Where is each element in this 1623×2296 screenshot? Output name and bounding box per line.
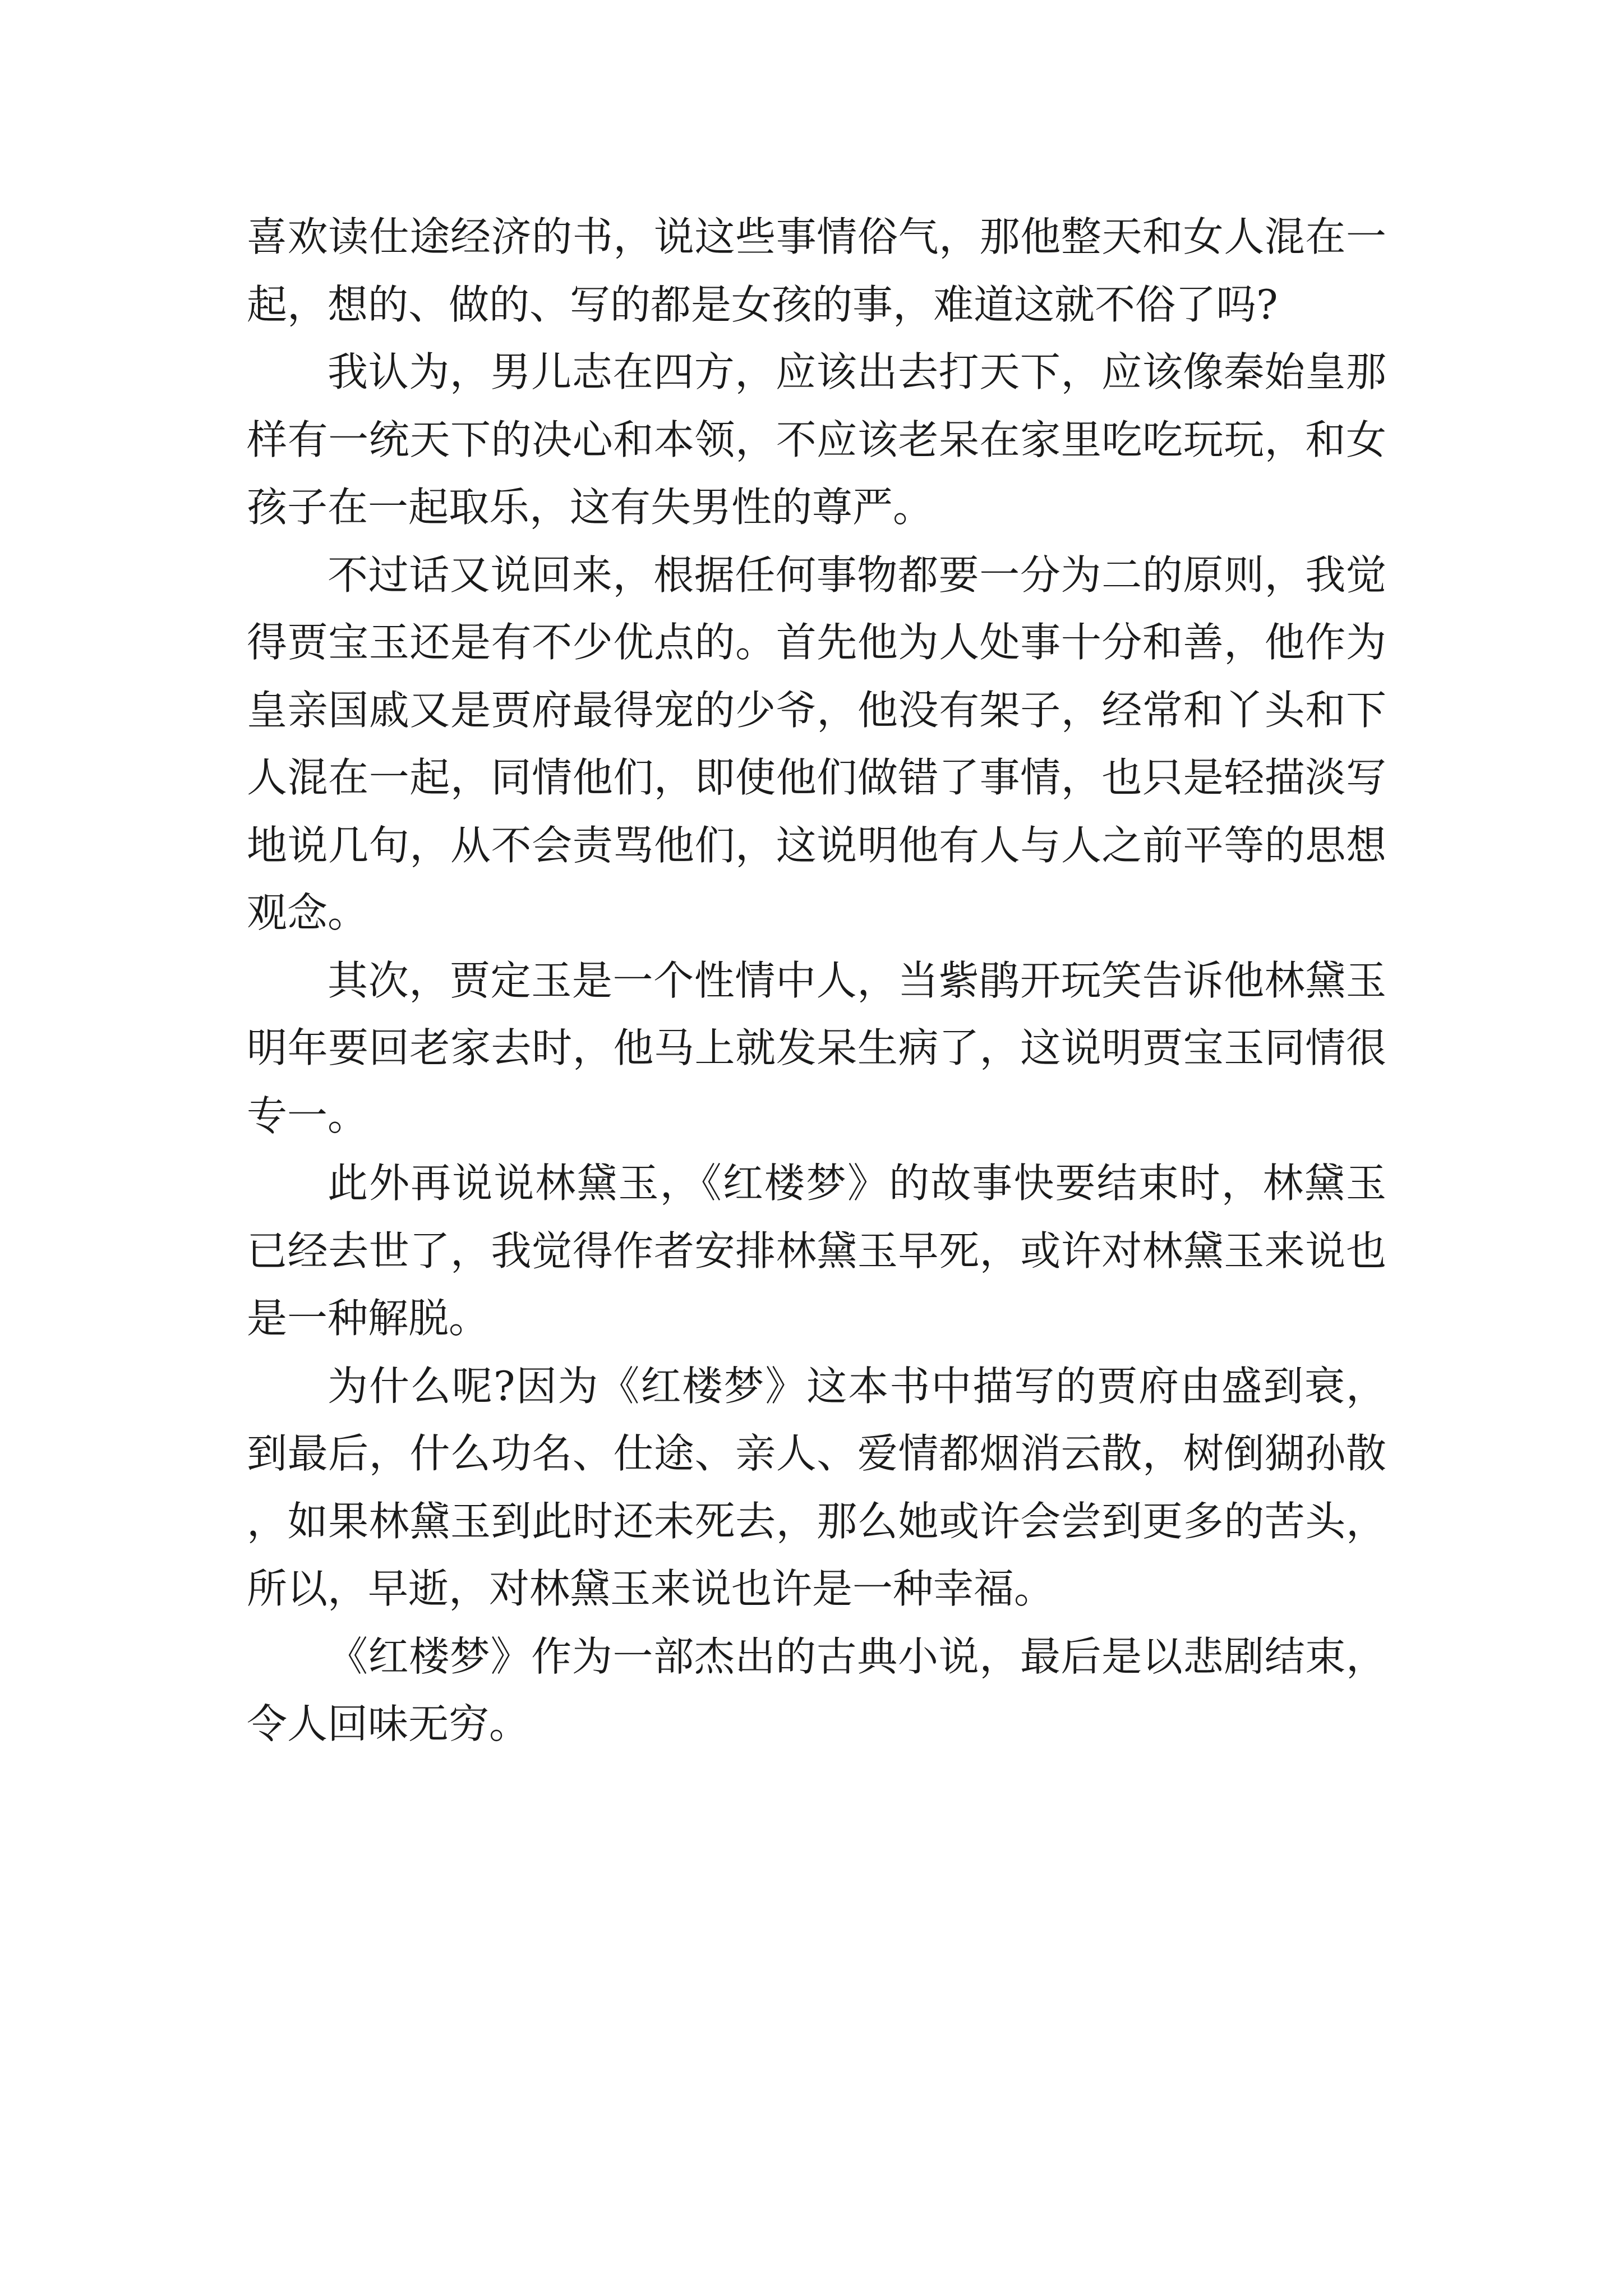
paragraph-5: 此外再说说林黛玉，《红楼梦》的故事快要结束时，林黛玉已经去世了，我觉得作者安排林黛玉早死，或许对林黛玉来说也是一种解脱。	[247, 1159, 1386, 1342]
paragraph-4: 其次，贾定玉是一个性情中人，当紫鹃开玩笑告诉他林黛玉明年要回老家去时，他马上就发呆生病了，这说明贾宝玉同情很专一。	[247, 956, 1386, 1139]
paragraph-3: 不过话又说回来，根据任何事物都要一分为二的原则，我觉得贾宝玉还是有不少优点的。首先他为人处事十分和善，他作为皇亲国戚又是贾府最得宠的少爷，他没有架子，经常和丫头和下人混在一起，同情他们，即使他们做错了事情，也只是轻描淡写地说几句，从不会责骂他们，这说明他有人与人之前平等的思想观念。	[247, 551, 1386, 936]
paragraph-6: 为什么呢?因为《红楼梦》这本书中描写的贾府由盛到衰，到最后，什么功名、仕途、亲人、爱情都烟消云散，树倒猢孙散，如果林黛玉到此时还未死去，那么她或许会尝到更多的苦头，所以，早逝，对林黛玉来说也许是一种幸福。	[247, 1362, 1386, 1612]
body-text	[247, 203, 1386, 1758]
paragraph-7: 《红楼梦》作为一部杰出的古典小说，最后是以悲剧结束，令人回味无穷。	[247, 1632, 1386, 1747]
paragraph-2: 我认为，男儿志在四方，应该出去打天下，应该像秦始皇那样有一统天下的决心和本领，不应该老呆在家里吃吃玩玩，和女孩子在一起取乐，这有失男性的尊严。	[247, 348, 1386, 531]
paragraph-1: 喜欢读仕途经济的书，说这些事情俗气，那他整天和女人混在一起，想的、做的、写的都是女孩的事，难道这就不俗了吗?	[247, 213, 1386, 328]
